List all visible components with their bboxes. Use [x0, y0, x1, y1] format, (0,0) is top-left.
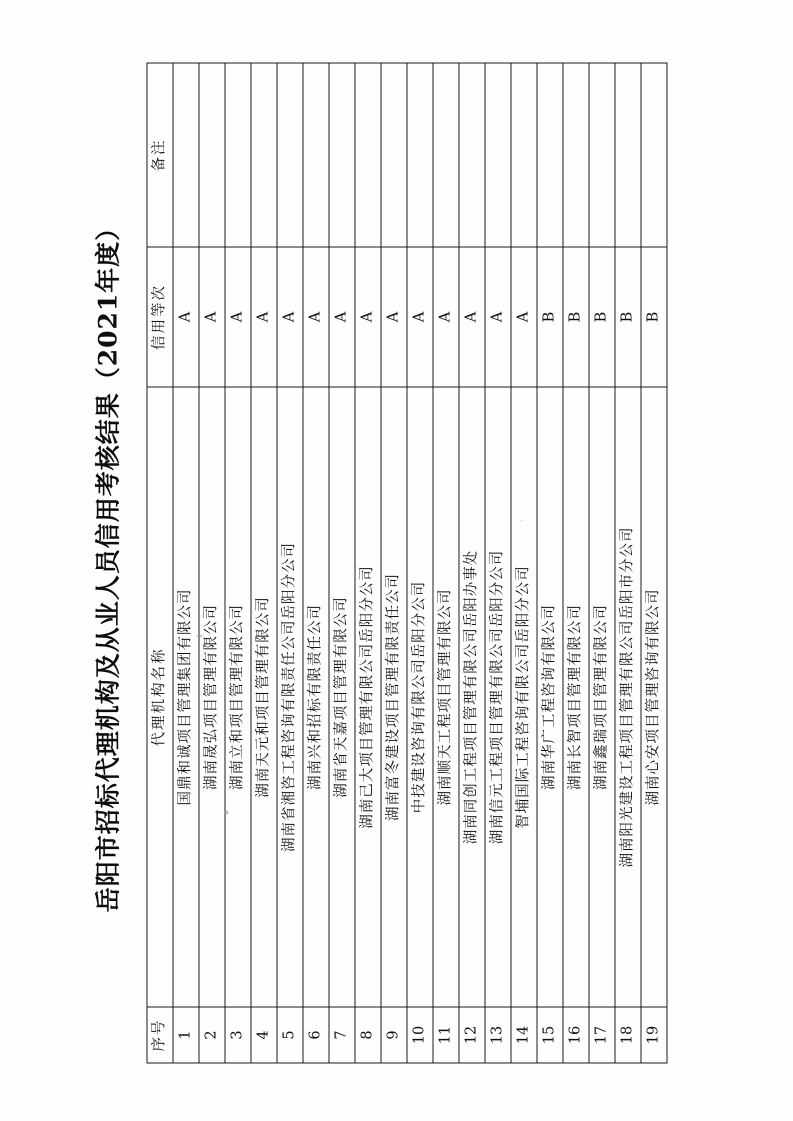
- cell-index: 16: [563, 1007, 589, 1063]
- document-body: [88, 63, 708, 1063]
- cell-note: [537, 63, 563, 247]
- cell-grade: A: [199, 247, 225, 387]
- cell-agency: 湖南鑫瑞项目管理有限公司: [589, 387, 615, 1007]
- column-header-index: 序号: [147, 1007, 173, 1063]
- cell-grade: A: [251, 247, 277, 387]
- cell-index: 2: [199, 1007, 225, 1063]
- cell-agency: 湖南天元和项目管理有限公司: [251, 387, 277, 1007]
- scan-speck: [196, 634, 203, 637]
- cell-index: 19: [641, 1007, 667, 1063]
- table-row: [251, 63, 277, 1063]
- cell-agency: 湖南阳光建设工程项目管理有限公司岳阳市分公司: [615, 387, 641, 1007]
- cell-grade: A: [407, 247, 433, 387]
- cell-index: 10: [407, 1007, 433, 1063]
- cell-note: [355, 63, 381, 247]
- cell-grade: A: [225, 247, 251, 387]
- cell-index: 8: [355, 1007, 381, 1063]
- cell-index: 14: [511, 1007, 537, 1063]
- cell-index: 15: [537, 1007, 563, 1063]
- cell-note: [459, 63, 485, 247]
- cell-index: 13: [485, 1007, 511, 1063]
- cell-grade: B: [537, 247, 563, 387]
- cell-note: [329, 63, 355, 247]
- table-header-row: [147, 63, 173, 1063]
- cell-agency: 中技建设咨询有限公司岳阳分公司: [407, 387, 433, 1007]
- cell-index: 17: [589, 1007, 615, 1063]
- cell-index: 18: [615, 1007, 641, 1063]
- cell-note: [199, 63, 225, 247]
- cell-note: [407, 63, 433, 247]
- cell-note: [563, 63, 589, 247]
- table-row: [615, 63, 641, 1063]
- cell-note: [277, 63, 303, 247]
- cell-grade: B: [589, 247, 615, 387]
- cell-index: 7: [329, 1007, 355, 1063]
- cell-agency: 湖南晟弘项目管理有限公司: [199, 387, 225, 1007]
- cell-index: 4: [251, 1007, 277, 1063]
- cell-grade: A: [173, 247, 199, 387]
- scan-speck: [520, 519, 522, 521]
- cell-index: 3: [225, 1007, 251, 1063]
- cell-agency: 湖南省湘咨工程咨询有限责任公司岳阳分公司: [277, 387, 303, 1007]
- table-row: [563, 63, 589, 1063]
- cell-index: 11: [433, 1007, 459, 1063]
- table-row: [173, 63, 199, 1063]
- cell-grade: A: [381, 247, 407, 387]
- table-row: [459, 63, 485, 1063]
- cell-agency: 湖南省天嘉项目管理有限公司: [329, 387, 355, 1007]
- cell-grade: A: [303, 247, 329, 387]
- column-header-note: 备注: [147, 63, 173, 247]
- table-row: [589, 63, 615, 1063]
- cell-grade: B: [615, 247, 641, 387]
- cell-grade: A: [355, 247, 381, 387]
- table-row: [225, 63, 251, 1063]
- cell-grade: A: [459, 247, 485, 387]
- cell-index: 1: [173, 1007, 199, 1063]
- cell-agency: 湖南长智项目管理有限公司: [563, 387, 589, 1007]
- cell-index: 9: [381, 1007, 407, 1063]
- cell-agency: 智埔国际工程咨询有限公司岳阳分公司: [511, 387, 537, 1007]
- cell-agency: 湖南信元工程项目管理有限公司岳阳分公司: [485, 387, 511, 1007]
- cell-index: 12: [459, 1007, 485, 1063]
- cell-agency: 湖南顺天工程项目管理有限公司: [433, 387, 459, 1007]
- table-row: [277, 63, 303, 1063]
- cell-note: [381, 63, 407, 247]
- cell-grade: A: [511, 247, 537, 387]
- page-title: 岳阳市招标代理机构及从业人员信用考核结果（2021年度）: [93, 214, 122, 912]
- cell-note: [589, 63, 615, 247]
- cell-agency: 湖南己大项目管理有限公司岳阳分公司: [355, 387, 381, 1007]
- cell-grade: B: [641, 247, 667, 387]
- cell-agency: 湖南立和项目管理有限公司: [225, 387, 251, 1007]
- cell-agency: 国鼎和诚项目管理集团有限公司: [173, 387, 199, 1007]
- cell-note: [485, 63, 511, 247]
- cell-agency: 湖南同创工程项目管理有限公司岳阳办事处: [459, 387, 485, 1007]
- table-row: [641, 63, 667, 1063]
- scan-speck: [224, 810, 228, 814]
- table-row: [485, 63, 511, 1063]
- cell-agency: 湖南心安项目管理咨询有限公司: [641, 387, 667, 1007]
- cell-note: [173, 63, 199, 247]
- cell-note: [615, 63, 641, 247]
- cell-note: [433, 63, 459, 247]
- cell-index: 5: [277, 1007, 303, 1063]
- credit-assessment-table: [146, 62, 667, 1063]
- cell-note: [511, 63, 537, 247]
- cell-grade: A: [277, 247, 303, 387]
- cell-note: [641, 63, 667, 247]
- table-row: [407, 63, 433, 1063]
- cell-agency: 湖南华广工程咨询有限公司: [537, 387, 563, 1007]
- column-header-agency: 代理机构名称: [147, 387, 173, 1007]
- cell-grade: A: [433, 247, 459, 387]
- cell-grade: A: [485, 247, 511, 387]
- cell-agency: 湖南富冬建设项目管理有限责任公司: [381, 387, 407, 1007]
- cell-grade: A: [329, 247, 355, 387]
- table-row: [381, 63, 407, 1063]
- cell-index: 6: [303, 1007, 329, 1063]
- table-row: [303, 63, 329, 1063]
- table-row: [355, 63, 381, 1063]
- cell-note: [303, 63, 329, 247]
- table-row: [433, 63, 459, 1063]
- table-row: [329, 63, 355, 1063]
- cell-agency: 湖南兴和招标有限责任公司: [303, 387, 329, 1007]
- cell-grade: B: [563, 247, 589, 387]
- table-row: [199, 63, 225, 1063]
- cell-note: [251, 63, 277, 247]
- table-row: [537, 63, 563, 1063]
- column-header-grade: 信用等次: [147, 247, 173, 387]
- table-row: [511, 63, 537, 1063]
- cell-note: [225, 63, 251, 247]
